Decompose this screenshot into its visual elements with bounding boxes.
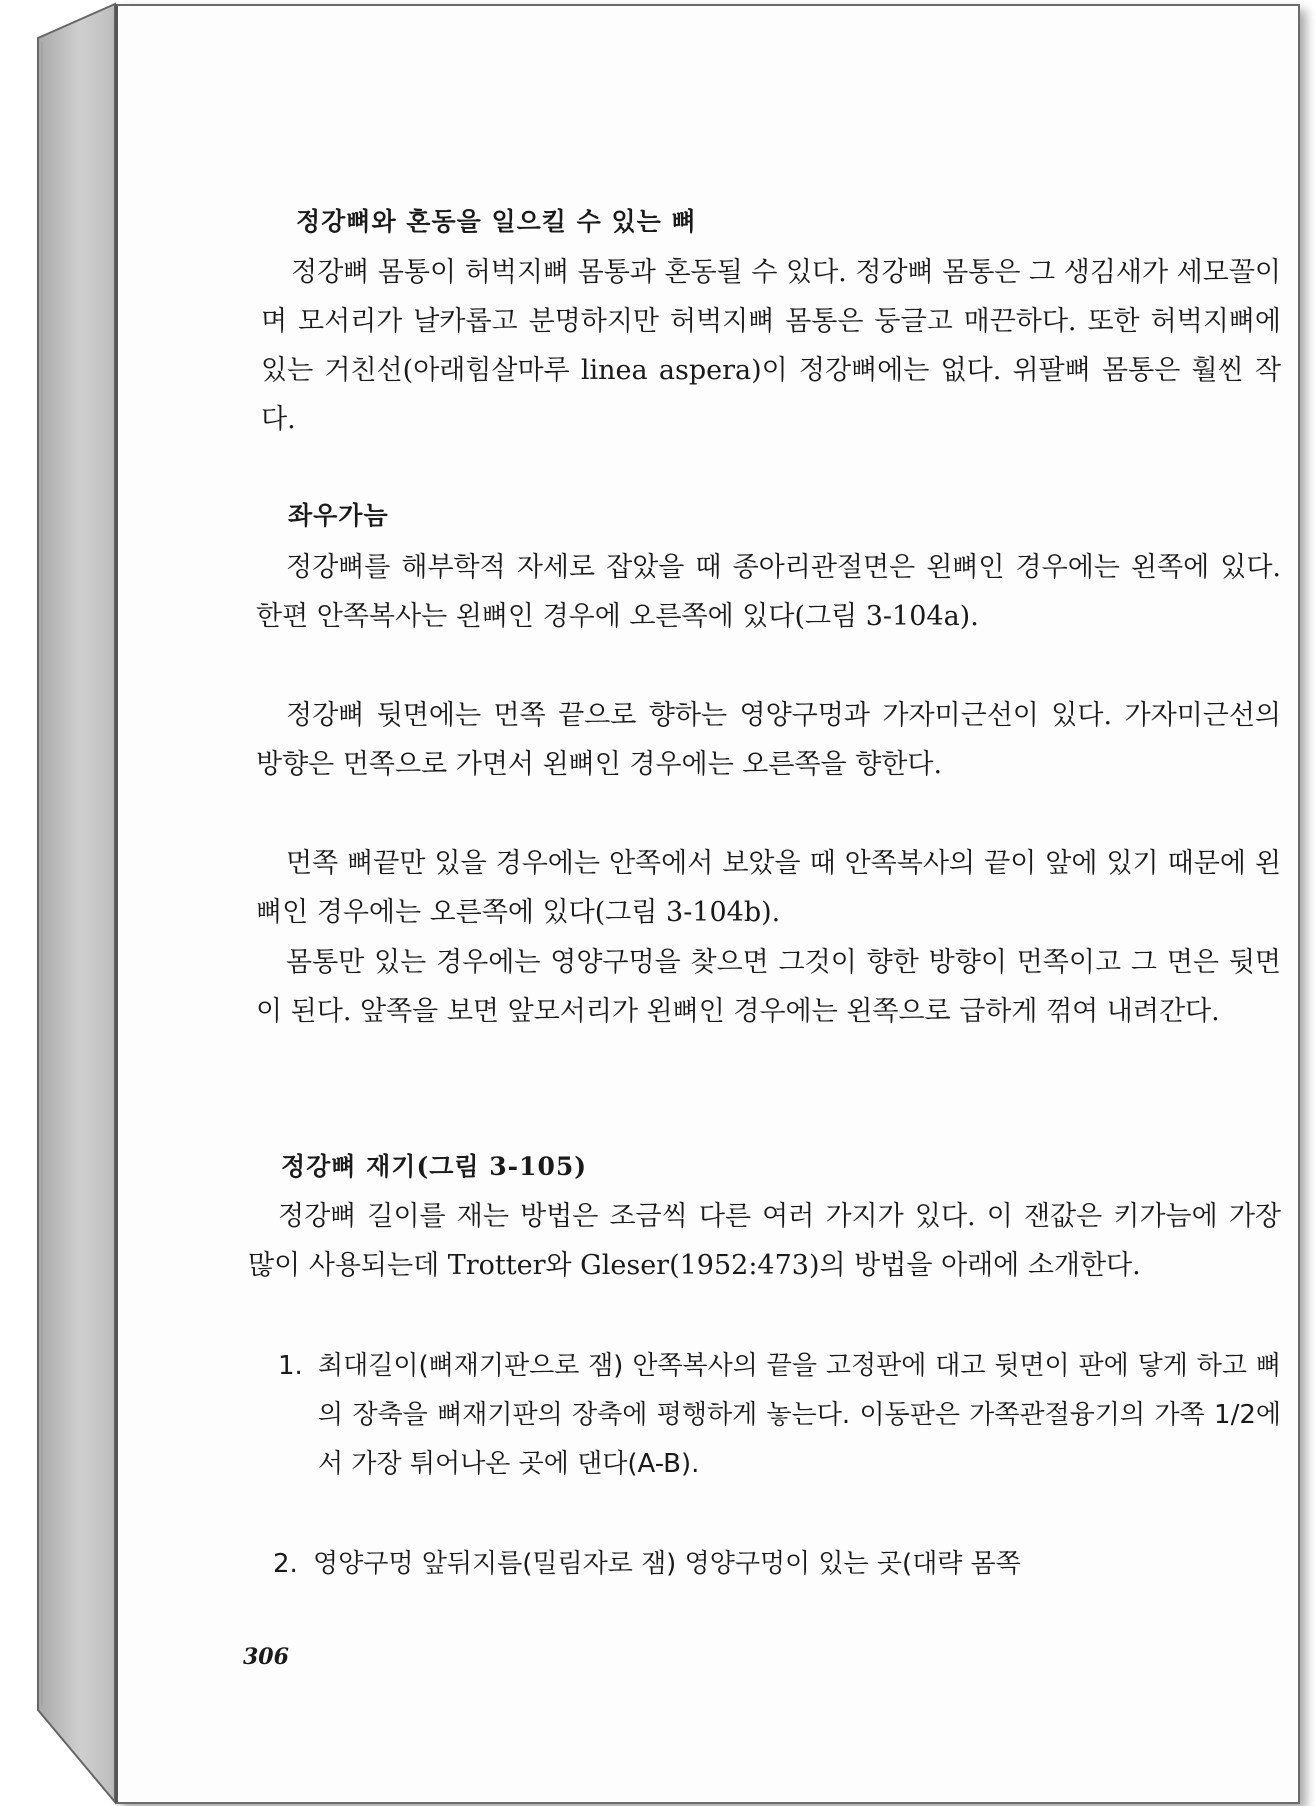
paragraph: 몸통만 있는 경우에는 영양구멍을 찾으면 그것이 향한 방향이 먼쪽이고 그 면은 뒷면이 된다. 앞쪽을 보면 앞모서리가 왼뼈인 경우에는 왼쪽으로 급하게 꺾여 내려간다. xyxy=(256,947,1281,1027)
paragraph: 정강뼈 몸통이 허벅지뼈 몸통과 혼동될 수 있다. 정강뼈 몸통은 그 생김새가 세모꼴이며 모서리가 날카롭고 분명하지만 허벅지뼈 몸통은 둥글고 매끈하다. 또한 허벅지뼈에 있는 거친선(아래힘살마루 linea aspera)이 정강뼈에는 없다. 위팔뼈 몸통은 훨씬 작다. xyxy=(261,257,1281,435)
page-number: 306 xyxy=(243,1644,289,1670)
section-heading-tibia-measurement: 정강뼈 재기(그림 3-105) xyxy=(281,1152,588,1181)
list-item-text: 영양구멍 앞뒤지름(밀림자로 잼) 영양구멍이 있는 곳(대략 몸쪽 xyxy=(313,1549,1021,1579)
list-item-number: 1. xyxy=(278,1351,303,1381)
list-item-text: 최대길이(뼈재기판으로 잼) 안쪽복사의 끝을 고정판에 대고 뒷면이 판에 닿게 하고 뼈의 장축을 뼈재기판의 장축에 평행하게 놓는다. 이동판은 가쪽관절융기의 가쪽 1/2에서 가장 튀어나온 곳에 댄다(A-B). xyxy=(318,1351,1281,1479)
book-page xyxy=(115,4,1300,1804)
list-item-nutrient-foramen-diameter xyxy=(273,1540,1281,1589)
paragraph: 정강뼈 뒷면에는 먼쪽 끝으로 향하는 영양구멍과 가자미근선이 있다. 가자미근선의 방향은 먼쪽으로 가면서 왼뼈인 경우에는 오른쪽을 향한다. xyxy=(256,700,1281,780)
book-spine xyxy=(0,0,125,1806)
paragraph: 정강뼈 길이를 재는 방법은 조금씩 다른 여러 가지가 있다. 이 잰값은 키가늠에 가장 많이 사용되는데 Trotter와 Gleser(1952:473)의 방법을 아래에 소개한다. xyxy=(248,1201,1281,1281)
section-heading-confusable-bones: 정강뼈와 혼동을 일으킬 수 있는 뼈 xyxy=(296,207,697,236)
section-heading-side-determination: 좌우가늠 xyxy=(288,501,389,530)
list-item-max-length xyxy=(278,1342,1281,1489)
list-item-number: 2. xyxy=(273,1549,298,1579)
paragraph: 정강뼈를 해부학적 자세로 잡았을 때 종아리관절면은 왼뼈인 경우에는 왼쪽에 있다. 한편 안쪽복사는 왼뼈인 경우에 오른쪽에 있다(그림 3-104a). xyxy=(256,552,1281,632)
page-content xyxy=(118,6,1298,1802)
paragraph: 먼쪽 뼈끝만 있을 경우에는 안쪽에서 보았을 때 안쪽복사의 끝이 앞에 있기 때문에 왼뼈인 경우에는 오른쪽에 있다(그림 3-104b). xyxy=(256,848,1281,928)
